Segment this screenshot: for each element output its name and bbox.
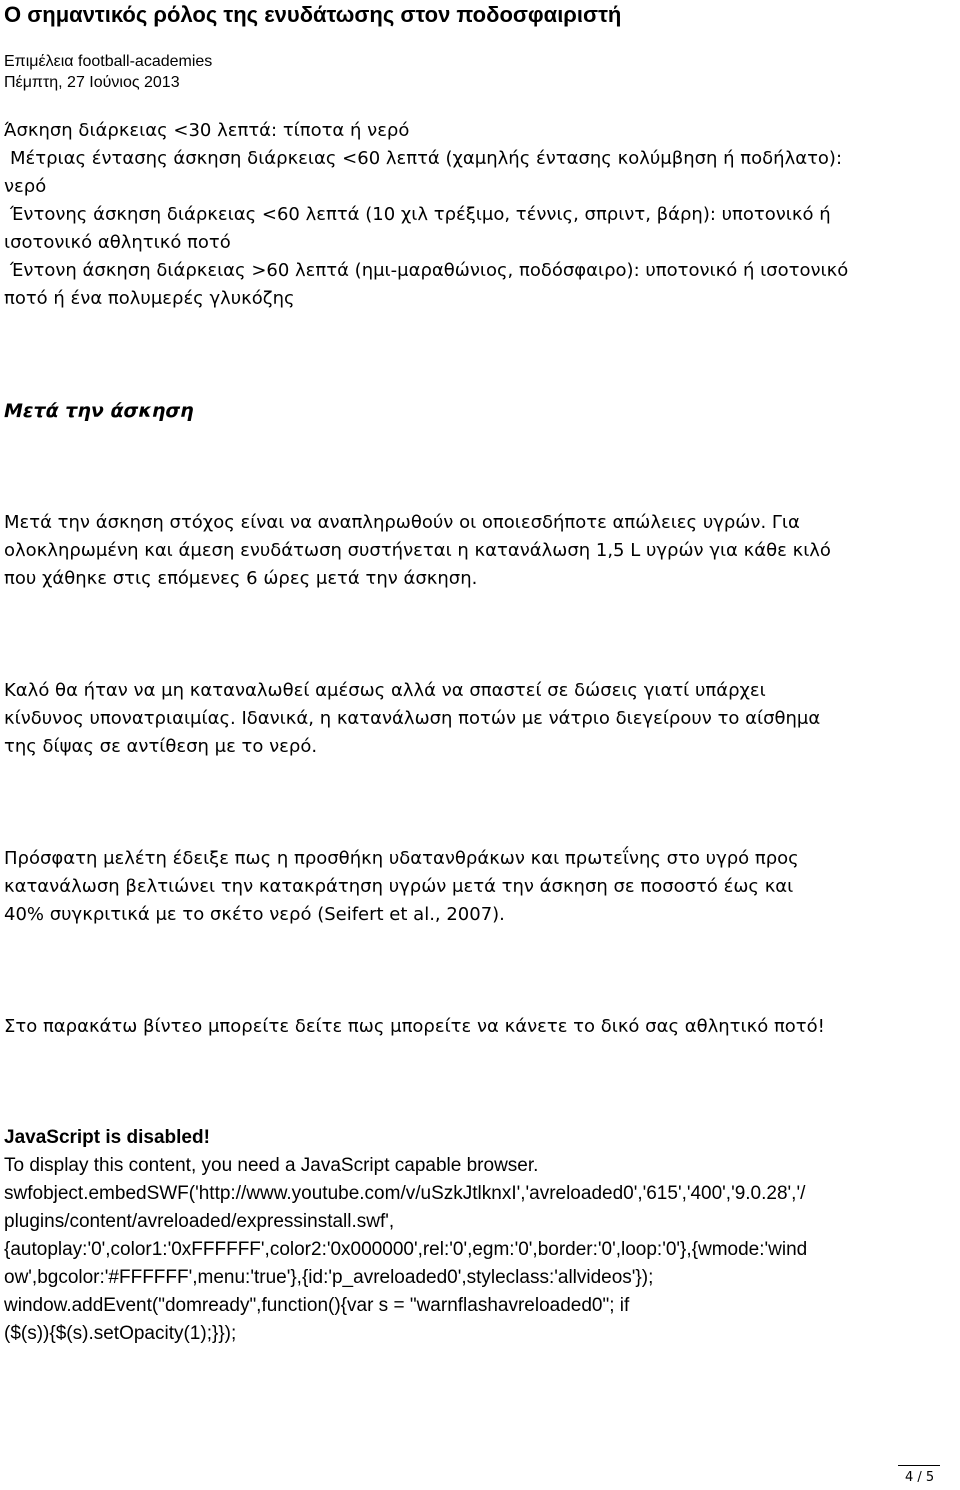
paragraph-line: Στο παρακάτω βίντεο μπορείτε δείτε πως μπορείτε να κάνετε το δικό σας αθλητικό ποτό! xyxy=(4,1016,825,1037)
paragraph-recent-study xyxy=(4,845,954,929)
list-item: Μέτριας έντασης άσκηση διάρκειας <60 λεπτά (χαμηλής έντασης κολύμβηση ή ποδήλατο): xyxy=(10,148,843,169)
list-item: Έντονης άσκηση διάρκειας <60 λεπτά (10 χιλ τρέξιμο, τέννις, σπριντ, βάρη): υποτονικό ή xyxy=(10,204,831,225)
paragraph-line: ολοκληρωμένη και άμεση ενυδάτωση συστήνεται η κατανάλωση 1,5 L υγρών για κάθε κιλό xyxy=(4,540,831,561)
section-heading-after-exercise: Μετά την άσκηση xyxy=(4,400,194,422)
article-author: Επιμέλεια football-academies xyxy=(4,53,213,70)
list-item: ισοτονικό αθλητικό ποτό xyxy=(4,232,231,253)
notice-line: window.addEvent("domready",function(){var s = "warnflashavreloaded0"; if xyxy=(4,1295,630,1316)
notice-title: JavaScript is disabled! xyxy=(4,1127,210,1148)
paragraph-hyponatremia xyxy=(4,677,954,761)
paragraph-line: που χάθηκε στις επόμενες 6 ώρες μετά την άσκηση. xyxy=(4,568,478,589)
notice-line: swfobject.embedSWF('http://www.youtube.com/v/uSzkJtlknxI','avreloaded0','615','400','9.0.28','/ xyxy=(4,1183,806,1204)
javascript-disabled-notice xyxy=(4,1124,954,1348)
paragraph-line: Καλό θα ήταν να μη καταναλωθεί αμέσως αλλά να σπαστεί σε δώσεις γιατί υπάρχει xyxy=(4,680,766,701)
during-exercise-list xyxy=(4,117,954,313)
paragraph-line: Πρόσφατη μελέτη έδειξε πως η προσθήκη υδατανθράκων και πρωτεΐνης στο υγρό προς xyxy=(4,848,799,869)
notice-line: ($(s)){$(s).setOpacity(1);}}); xyxy=(4,1323,237,1344)
page-number: 4 / 5 xyxy=(905,1470,935,1485)
list-item: Άσκηση διάρκειας <30 λεπτά: τίποτα ή νερό xyxy=(4,120,410,141)
article-title: Ο σημαντικός ρόλος της ενυδάτωσης στον ποδοσφαιριστή xyxy=(4,2,622,27)
list-item: νερό xyxy=(4,176,47,197)
list-item: ποτό ή ένα πολυμερές γλυκόζης xyxy=(4,288,295,309)
paragraph-video-intro xyxy=(4,1013,954,1041)
paragraph-rehydration-target xyxy=(4,509,954,593)
notice-line: To display this content, you need a JavaScript capable browser. xyxy=(4,1155,539,1176)
notice-line: ow',bgcolor:'#FFFFFF',menu:'true'},{id:'p_avreloaded0',styleclass:'allvideos'}); xyxy=(4,1267,654,1288)
paragraph-line: κατανάλωση βελτιώνει την κατακράτηση υγρών μετά την άσκηση σε ποσοστό έως και xyxy=(4,876,794,897)
notice-line: {autoplay:'0',color1:'0xFFFFFF',color2:'0x000000',rel:'0',egm:'0',border:'0',loop:'0'},{wmode:'wind xyxy=(4,1239,808,1260)
paragraph-line: Μετά την άσκηση στόχος είναι να αναπληρωθούν οι οποιεσδήποτε απώλειες υγρών. Για xyxy=(4,512,800,533)
paragraph-line: της δίψας σε αντίθεση με το νερό. xyxy=(4,736,318,757)
paragraph-line: κίνδυνος υπονατριαιμίας. Ιδανικά, η κατανάλωση ποτών με νάτριο διεγείρουν το αίσθημα xyxy=(4,708,821,729)
article-date: Πέμπτη, 27 Ιούνιος 2013 xyxy=(4,74,180,91)
notice-line: plugins/content/avreloaded/expressinstall.swf', xyxy=(4,1211,395,1232)
list-item: Έντονη άσκηση διάρκειας >60 λεπτά (ημι-μαραθώνιος, ποδόσφαιρο): υποτονικό ή ισοτονικό xyxy=(10,260,849,281)
footer-divider xyxy=(898,1465,940,1466)
paragraph-line: 40% συγκριτικά με το σκέτο νερό (Seifert et al., 2007). xyxy=(4,904,505,925)
